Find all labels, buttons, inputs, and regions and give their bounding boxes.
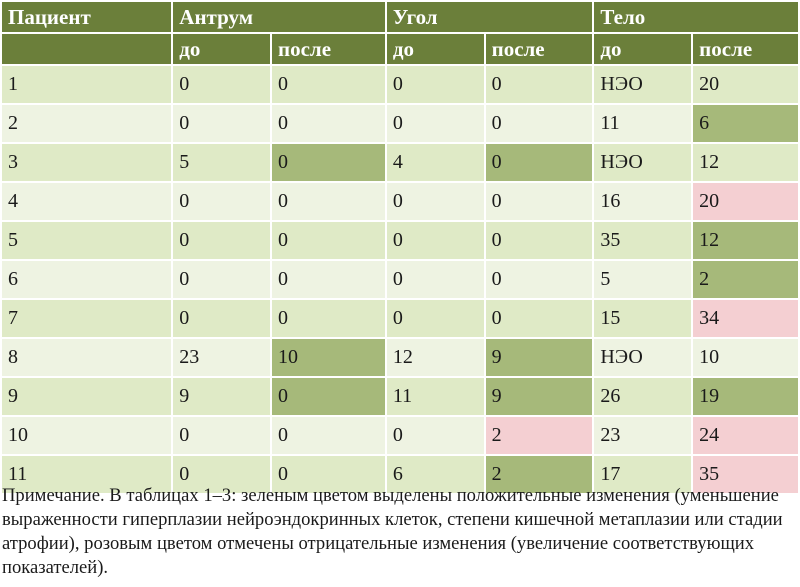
cell-antrum-before: 23 xyxy=(173,339,270,376)
cell-antrum-before: 0 xyxy=(173,261,270,298)
table-note: Примечание. В таблицах 1–3: зеленым цветом выделены положительные изменения (уменьшение выраженности гиперплазии нейроэндокринных клеток, степени кишечной метаплазии или стадии атрофии), розовым цветом отмечены отрицательные изменения (увеличение соответствующих показателей). xyxy=(2,485,783,578)
cell-body-before: 26 xyxy=(594,378,691,415)
cell-angle-after: 2 xyxy=(486,417,593,454)
cell-patient: 10 xyxy=(2,417,171,454)
cell-body-after: 24 xyxy=(693,417,798,454)
cell-antrum-after: 0 xyxy=(272,378,385,415)
cell-antrum-before: 0 xyxy=(173,105,270,142)
header-body-after: после xyxy=(693,34,798,64)
cell-antrum-before: 0 xyxy=(173,456,270,493)
cell-antrum-before: 9 xyxy=(173,378,270,415)
cell-body-before: 17 xyxy=(594,456,691,493)
cell-antrum-after: 0 xyxy=(272,66,385,103)
cell-antrum-after: 0 xyxy=(272,261,385,298)
cell-angle-before: 0 xyxy=(387,66,484,103)
table-row xyxy=(2,339,798,376)
cell-angle-after: 2 xyxy=(486,456,593,493)
cell-patient: 1 xyxy=(2,66,171,103)
cell-antrum-after: 0 xyxy=(272,456,385,493)
table-row xyxy=(2,261,798,298)
cell-body-after: 12 xyxy=(693,222,798,259)
cell-body-after: 2 xyxy=(693,261,798,298)
header-patient: Пациент xyxy=(2,2,171,32)
cell-antrum-after: 0 xyxy=(272,222,385,259)
cell-patient: 8 xyxy=(2,339,171,376)
header-row-groups xyxy=(2,2,798,32)
cell-body-before: НЭО xyxy=(594,144,691,181)
cell-patient: 7 xyxy=(2,300,171,337)
cell-angle-after: 0 xyxy=(486,261,593,298)
cell-antrum-after: 0 xyxy=(272,183,385,220)
table-row xyxy=(2,183,798,220)
cell-body-after: 35 xyxy=(693,456,798,493)
cell-patient: 6 xyxy=(2,261,171,298)
header-body: Тело xyxy=(594,2,798,32)
header-antrum-before: до xyxy=(173,34,270,64)
cell-angle-after: 0 xyxy=(486,300,593,337)
cell-angle-before: 0 xyxy=(387,222,484,259)
cell-body-before: НЭО xyxy=(594,66,691,103)
cell-body-after: 34 xyxy=(693,300,798,337)
cell-antrum-before: 0 xyxy=(173,183,270,220)
cell-body-after: 20 xyxy=(693,183,798,220)
cell-angle-before: 6 xyxy=(387,456,484,493)
cell-patient: 5 xyxy=(2,222,171,259)
table-row xyxy=(2,144,798,181)
table-row xyxy=(2,222,798,259)
cell-body-after: 10 xyxy=(693,339,798,376)
cell-antrum-after: 0 xyxy=(272,417,385,454)
cell-angle-before: 0 xyxy=(387,300,484,337)
cell-antrum-before: 0 xyxy=(173,300,270,337)
table-row xyxy=(2,105,798,142)
header-empty xyxy=(2,34,171,64)
cell-angle-after: 0 xyxy=(486,66,593,103)
cell-angle-before: 4 xyxy=(387,144,484,181)
cell-body-after: 19 xyxy=(693,378,798,415)
cell-antrum-before: 0 xyxy=(173,222,270,259)
cell-angle-before: 0 xyxy=(387,105,484,142)
cell-antrum-after: 0 xyxy=(272,300,385,337)
cell-angle-after: 0 xyxy=(486,105,593,142)
cell-body-before: НЭО xyxy=(594,339,691,376)
table-row xyxy=(2,300,798,337)
cell-body-before: 5 xyxy=(594,261,691,298)
cell-angle-before: 0 xyxy=(387,261,484,298)
table-row xyxy=(2,66,798,103)
cell-body-after: 20 xyxy=(693,66,798,103)
cell-patient: 9 xyxy=(2,378,171,415)
cell-antrum-after: 0 xyxy=(272,105,385,142)
cell-angle-before: 11 xyxy=(387,378,484,415)
cell-angle-after: 9 xyxy=(486,378,593,415)
cell-antrum-after: 0 xyxy=(272,144,385,181)
cell-antrum-before: 5 xyxy=(173,144,270,181)
cell-antrum-before: 0 xyxy=(173,417,270,454)
table-body xyxy=(2,66,798,493)
cell-body-before: 23 xyxy=(594,417,691,454)
cell-angle-after: 0 xyxy=(486,183,593,220)
cell-body-before: 15 xyxy=(594,300,691,337)
cell-angle-after: 0 xyxy=(486,144,593,181)
cell-patient: 4 xyxy=(2,183,171,220)
cell-body-after: 12 xyxy=(693,144,798,181)
cell-angle-after: 0 xyxy=(486,222,593,259)
header-angle-before: до xyxy=(387,34,484,64)
cell-body-after: 6 xyxy=(693,105,798,142)
cell-body-before: 35 xyxy=(594,222,691,259)
header-body-before: до xyxy=(594,34,691,64)
header-antrum-after: после xyxy=(272,34,385,64)
table-row xyxy=(2,378,798,415)
cell-antrum-after: 10 xyxy=(272,339,385,376)
header-angle-after: после xyxy=(486,34,593,64)
cell-angle-after: 9 xyxy=(486,339,593,376)
header-angle: Угол xyxy=(387,2,593,32)
cell-body-before: 11 xyxy=(594,105,691,142)
table-row xyxy=(2,417,798,454)
cell-angle-before: 12 xyxy=(387,339,484,376)
header-antrum: Антрум xyxy=(173,2,385,32)
cell-patient: 3 xyxy=(2,144,171,181)
cell-antrum-before: 0 xyxy=(173,66,270,103)
header-row-subcolumns xyxy=(2,34,798,64)
cell-angle-before: 0 xyxy=(387,183,484,220)
cell-body-before: 16 xyxy=(594,183,691,220)
cell-patient: 11 xyxy=(2,456,171,493)
cell-patient: 2 xyxy=(2,105,171,142)
cell-angle-before: 0 xyxy=(387,417,484,454)
